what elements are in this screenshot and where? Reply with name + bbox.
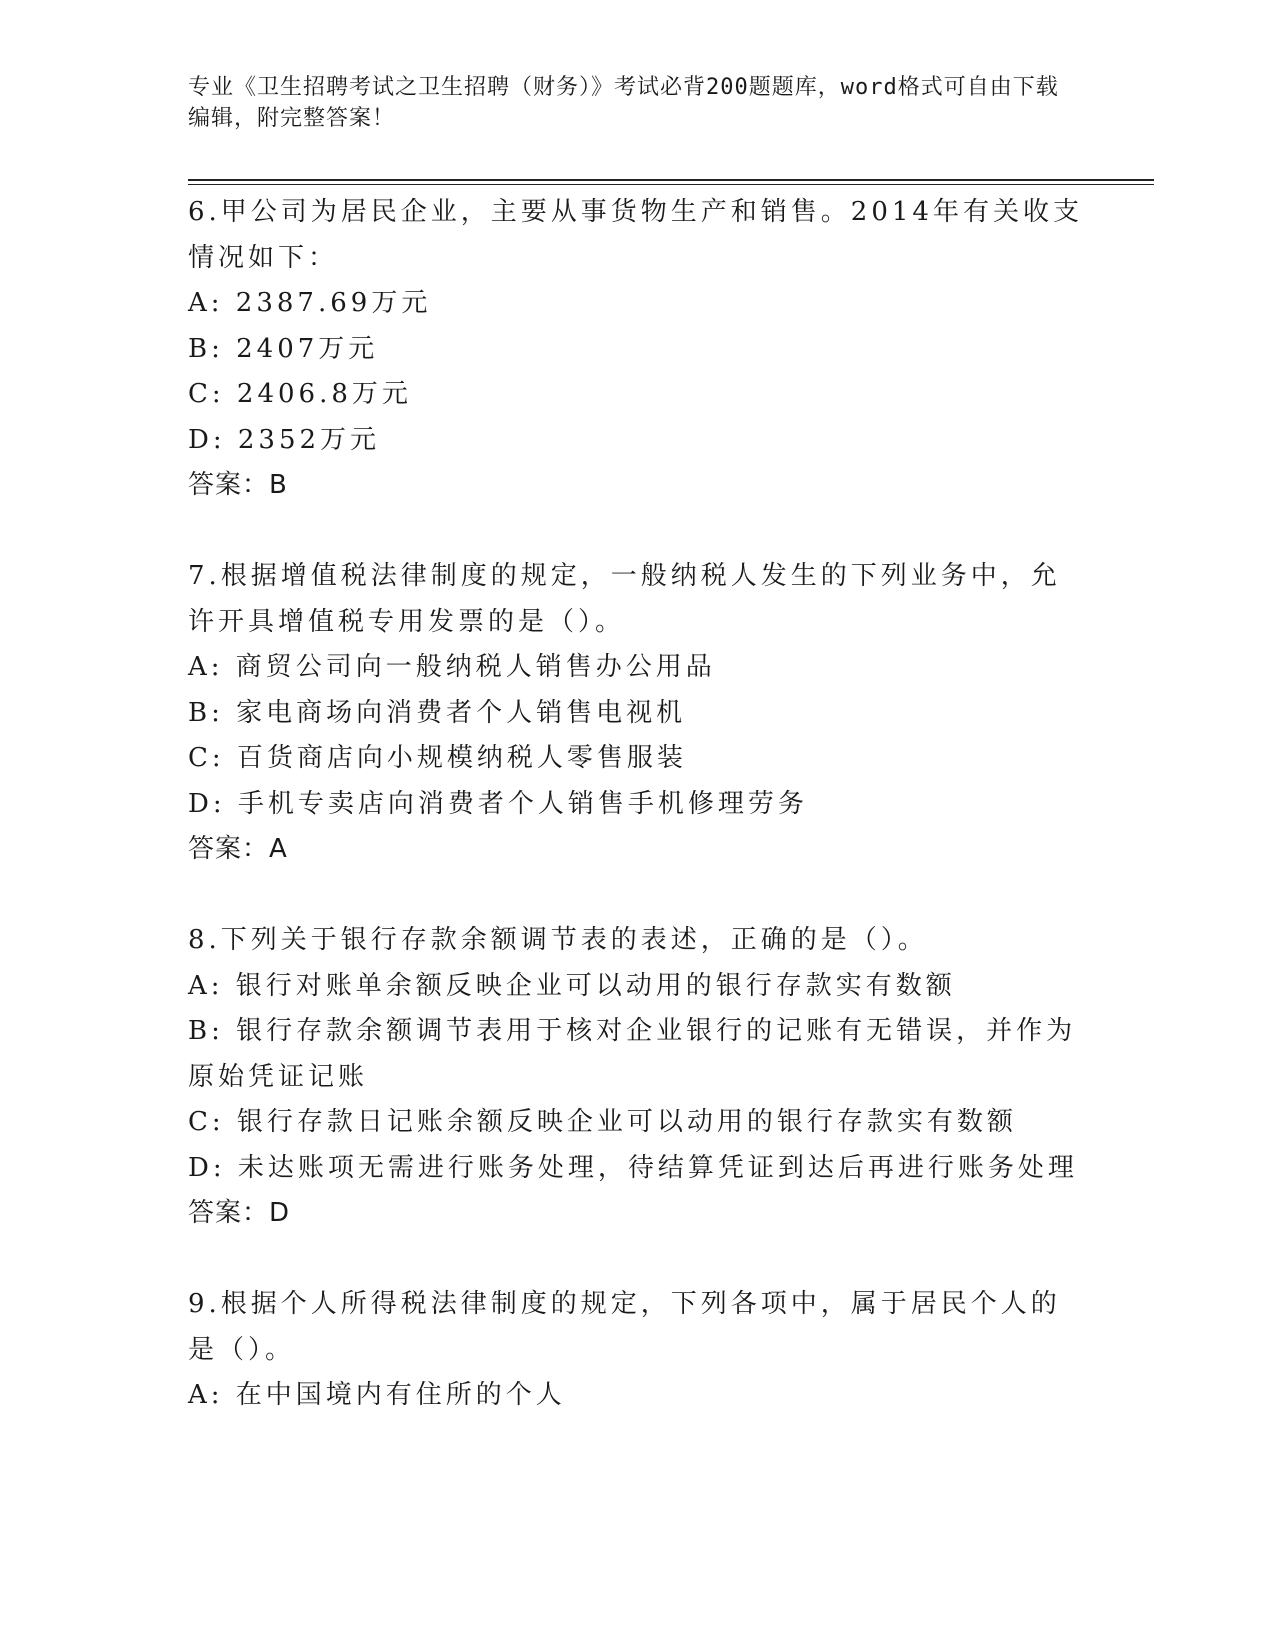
option-c: C: 银行存款日记账余额反映企业可以动用的银行存款实有数额 — [188, 1107, 1017, 1137]
question-spacer — [188, 873, 1088, 919]
option-a: A: 2387.69万元 — [188, 288, 432, 318]
option-d: D: 手机专卖店向消费者个人销售手机修理劳务 — [188, 788, 808, 819]
question-list — [188, 190, 1088, 1419]
option-b: B: 2407万元 — [188, 333, 379, 364]
answer-line: 答案：A — [188, 834, 288, 864]
option-a: A: 银行对账单余额反映企业可以动用的银行存款实有数额 — [188, 970, 956, 1001]
option-b: B: 银行存款余额调节表用于核对企业银行的记账有无错误，并作为原始凭证记账 — [188, 1016, 1077, 1092]
option-d: D: 2352万元 — [188, 424, 381, 455]
question-text: 7.根据增值税法律制度的规定，一般纳税人发生的下列业务中，允许开具增值税专用发票的是（）。 — [188, 561, 1061, 637]
option-b: B: 家电商场向消费者个人销售电视机 — [188, 697, 687, 728]
question-7 — [188, 554, 1088, 873]
option-c: C: 2406.8万元 — [188, 379, 412, 409]
question-text: 8.下列关于银行存款余额调节表的表述，正确的是（）。 — [188, 925, 928, 955]
question-text: 6.甲公司为居民企业，主要从事货物生产和销售。2014年有关收支情况如下： — [188, 197, 1083, 273]
question-6 — [188, 190, 1088, 509]
question-text: 9.根据个人所得税法律制度的规定，下列各项中，属于居民个人的是（）。 — [188, 1289, 1061, 1365]
question-spacer — [188, 509, 1088, 555]
header-divider-thin — [188, 184, 1154, 185]
option-a: A: 在中国境内有住所的个人 — [188, 1380, 566, 1410]
option-d: D: 未达账项无需进行账务处理，待结算凭证到达后再进行账务处理 — [188, 1152, 1078, 1183]
header-divider-thick — [188, 179, 1154, 181]
answer-line: 答案：B — [188, 470, 288, 500]
question-8 — [188, 918, 1088, 1237]
answer-line: 答案：D — [188, 1198, 291, 1228]
question-9 — [188, 1282, 1088, 1419]
document-header-intro: 专业《卫生招聘考试之卫生招聘（财务）》考试必背200题题库，word格式可自由下载编辑，附完整答案！ — [188, 75, 1059, 131]
option-a: A: 商贸公司向一般纳税人销售办公用品 — [188, 652, 716, 682]
question-spacer — [188, 1237, 1088, 1283]
option-c: C: 百货商店向小规模纳税人零售服装 — [188, 743, 687, 773]
